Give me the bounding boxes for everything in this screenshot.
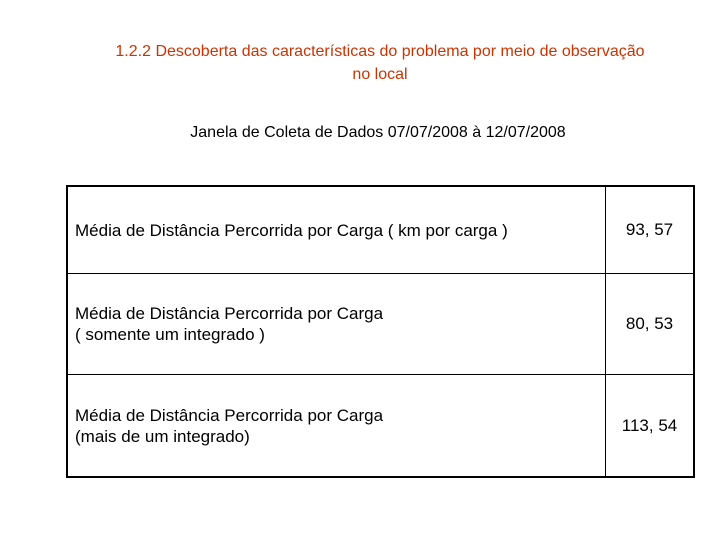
table-row [67,274,694,375]
table-row [67,186,694,274]
row-label-line: Média de Distância Percorrida por Carga ( km por carga ) [75,220,508,240]
distance-table [66,185,695,478]
row-label [67,274,606,375]
row-label-line: Média de Distância Percorrida por Carga [75,405,384,425]
slide-title-line-1: 1.2.2 Descoberta das características do problema por meio de observação [115,43,645,60]
table-row [67,375,694,478]
row-label-line: (mais de um integrado) [75,426,250,446]
row-label [67,186,606,274]
row-label [67,375,606,478]
row-value: 113, 54 [606,375,695,478]
row-label-line: Média de Distância Percorrida por Carga [75,304,384,323]
data-collection-window: Janela de Coleta de Dados 07/07/2008 à 12/07/2008 [190,124,566,141]
row-value: 93, 57 [606,186,695,274]
slide-title-line-2: no local [352,66,408,83]
row-value: 80, 53 [606,274,695,375]
slide-title [40,40,720,86]
row-label-line: ( somente um integrado ) [75,325,265,344]
